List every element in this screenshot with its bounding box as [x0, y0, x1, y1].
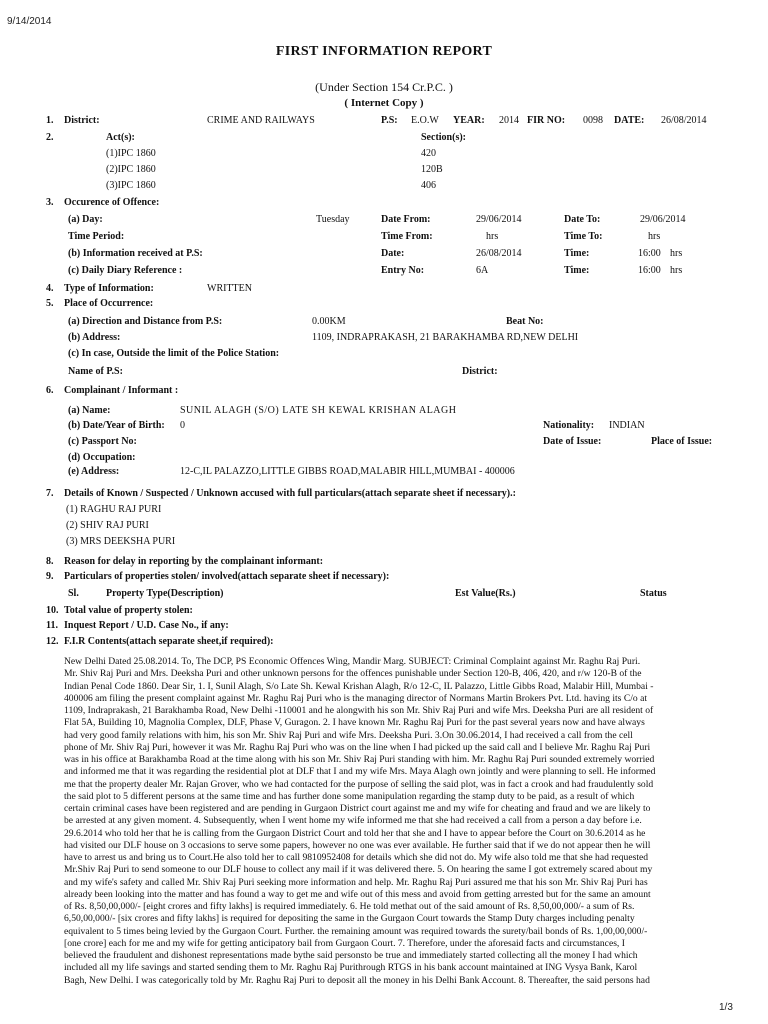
issue-date-label: Date of Issue: [543, 436, 602, 447]
act-item: (2)IPC 1860 [106, 164, 156, 175]
delay-reason-label: Reason for delay in reporting by the complainant informant: [64, 556, 324, 567]
fir-content-line: and my wife's safety and called Mr. Shiv Raj Puri seeking more information and help. Mr. Raghu Raj Puri assured me that his son Mr. Shiv Raj Puri has [64, 876, 648, 888]
properties-label: Particulars of properties stolen/ involved(attach separate sheet if necessary): [64, 571, 390, 582]
inquest-label: Inquest Report / U.D. Case No., if any: [64, 620, 229, 631]
info-date-value: 26/08/2014 [476, 248, 522, 259]
fir-label: FIR NO: [527, 115, 566, 126]
time-from-value: hrs [486, 231, 499, 242]
section-item: 120B [421, 164, 443, 175]
passport-label: (c) Passport No: [68, 436, 137, 447]
diary-time-unit: hrs [670, 265, 683, 276]
section-8-num: 8. [46, 556, 54, 567]
fir-content-line: Mr.Shiv Raj Puri to send someone to our DLF house to collect any mail if it was delivered there. 5. On hearing the same I got extremely scared about my [64, 864, 653, 876]
district-value: CRIME AND RAILWAYS [207, 115, 315, 126]
fir-content-line: 29.6.2014 who told her that he is calling from the Gurgaon District Court and told her that she and I have to appear before the Court on 30.6.2014 as he [64, 827, 646, 839]
fir-content-line: Mr. Shiv Raj Puri and Mrs. Deeksha Puri and other unknown persons for the offences punishable under Section 120-B, 406, 420, and r/w 120-B of the [64, 668, 642, 680]
report-title: FIRST INFORMATION REPORT [275, 44, 493, 59]
fir-content-line: Flat 5A, Building 10, Magnolia Complex, DLF, Phase V, Guragon. 2. I have known Mr. Raghu Raj Puri for the past several years now and have always [64, 717, 645, 729]
nationality-value: INDIAN [609, 420, 645, 431]
date-from-label: Date From: [381, 214, 431, 225]
section-2-num: 2. [46, 132, 54, 143]
info-date-label: Date: [381, 248, 405, 259]
accused-item: (1) RAGHU RAJ PURI [66, 504, 162, 515]
section-item: 420 [421, 148, 436, 159]
info-time-label: Time: [564, 248, 590, 259]
diary-time-label: Time: [564, 265, 590, 276]
occupation-label: (d) Occupation: [68, 452, 136, 463]
address-value: 1109, INDRAPRAKASH, 21 BARAKHAMBA RD,NEW DELHI [312, 332, 579, 343]
fir-contents-label: F.I.R Contents(attach separate sheet,if required): [64, 636, 274, 647]
time-from-label: Time From: [381, 231, 433, 242]
outside-district-label: District: [462, 366, 498, 377]
section-11-num: 11. [46, 620, 58, 631]
section-5-num: 5. [46, 298, 54, 309]
fir-content-line: the said plot to 5 different persons at the same time and has further done some manipulation regarding the stamp duty to be paid, as a result of which [64, 790, 635, 802]
fir-content-line: 1109, Indraprakash, 21 Barakhamba Road, New Delhi -110001 and he alongwith his son Mr. Shiv Raj Puri and wife Mrs. Deeksha Puri are all resident of [64, 705, 654, 716]
day-value: Tuesday [316, 214, 350, 225]
fir-content-line: have to arrest us and bring us to Court.He also told her to call 9810952408 for details which she did not do. My wife also told me that she had requested [64, 852, 649, 863]
time-to-value: hrs [648, 231, 661, 242]
section-1-num: 1. [46, 115, 54, 126]
section-9-num: 9. [46, 571, 54, 582]
nationality-label: Nationality: [543, 420, 595, 431]
fir-value: 0098 [583, 115, 603, 126]
day-label: (a) Day: [68, 214, 103, 225]
address-label: (b) Address: [68, 332, 121, 343]
fir-content-line: Bagh, New Delhi. I was categorically told by Mr. Raghu Raj Puri to deposit all the money in his Delhi Bank Account. 8. Thereafter, the said persons had [64, 974, 650, 986]
col-value-header: Est Value(Rs.) [455, 588, 516, 599]
info-received-label: (b) Information received at P.S: [68, 248, 203, 259]
fir-content-line: had visited our DLF house on 3 occasions to serve some papers, however no one was ever available. He further said that if we do not appear then he will [64, 839, 651, 851]
district-label: District: [64, 115, 100, 126]
fir-content-line: of Rs. 8,50,00,000/- [eight crores and fifty lakhs] is required immediately. 6. He told methat out of the said amount of Rs. 8,50,00,000/- a sum of Rs. [64, 901, 635, 912]
col-type-header: Property Type(Description) [106, 588, 224, 599]
beat-no-label: Beat No: [506, 316, 544, 327]
fir-content-line: New Delhi Dated 25.08.2014. To, The DCP, PS Economic Offences Wing, Mandir Marg. SUBJECT: Criminal Complaint against Mr. Raghu Raj Puri. [64, 656, 641, 667]
complainant-name-value: SUNIL ALAGH (S/O) LATE SH KEWAL KRISHAN ALAGH [180, 405, 457, 416]
page-number: 1/3 [719, 1002, 733, 1013]
info-time-unit: hrs [670, 248, 683, 259]
fir-content-line: was in his office at Barakhamba Road at the time along with his son Mr. Shiv Raj Puri standing with him. Mr. Raghu Raj Puri sounded extremely worried [64, 754, 655, 765]
internet-copy-label: ( Internet Copy ) [344, 97, 424, 109]
accused-item: (3) MRS DEEKSHA PURI [66, 536, 176, 547]
total-value-label: Total value of property stolen: [64, 605, 193, 616]
ps-value: E.O.W [411, 115, 439, 126]
issue-place-label: Place of Issue: [651, 436, 713, 447]
fir-content-line: 6,50,00,000/- [six crores and fifty lakhs] is required for depositing the same in the Gurgaon Court towards the Stamp Duty charges including penalty [64, 913, 635, 925]
occurrence-label: Occurence of Offence: [64, 197, 160, 208]
section-10-num: 10. [46, 605, 59, 616]
acts-label: Act(s): [106, 132, 135, 143]
act-item: (3)IPC 1860 [106, 180, 156, 191]
complainant-label: Complainant / Informant : [64, 385, 179, 396]
complainant-name-label: (a) Name: [68, 405, 111, 416]
date-value: 26/08/2014 [661, 115, 707, 126]
direction-label: (a) Direction and Distance from P.S: [68, 316, 223, 327]
fir-content-line: phone of Mr. Shiv Raj Puri, however it was Mr. Raghu Raj Puri who was on the line when I had picked up the said call and I believe Mr. Raghu Raj Puri [64, 741, 651, 753]
fir-content-line: 400006 am filing the present complaint against Mr. Raghu Raj Puri who is the managing director of Normans Martin Brokers Pvt. Ltd. having its C/o at [64, 692, 647, 704]
direction-value: 0.00KM [312, 316, 346, 327]
sections-label: Section(s): [421, 132, 466, 143]
info-time-value: 16:00 [638, 248, 661, 259]
fir-content-line: had very good family relations with him, his son Mr. Shiv Raj Puri and wife Mrs. Deeksha Puri. 3.On 30.06.2014, I had received a call from the cell [64, 729, 633, 741]
outside-limit-label: (c) In case, Outside the limit of the Police Station: [68, 348, 280, 359]
complainant-address-label: (e) Address: [68, 466, 120, 477]
section-3-num: 3. [46, 197, 54, 208]
report-subtitle: (Under Section 154 Cr.P.C. ) [315, 80, 453, 94]
fir-content-line: Indian Penal Code 1860. Dear Sir, 1. I, Sunil Alagh, S/o Late Sh. Kewal Krishan Alagh, R/o 12-C, IL Palazzo, Little Gibbs Road, Malabir Hill, Mumbai - [64, 680, 654, 692]
section-6-num: 6. [46, 385, 54, 396]
entry-no-label: Entry No: [381, 265, 425, 276]
accused-item: (2) SHIV RAJ PURI [66, 520, 149, 531]
year-label: YEAR: [453, 115, 485, 126]
date-label: DATE: [614, 115, 645, 126]
place-label: Place of Occurrence: [64, 298, 154, 309]
fir-content-line: already been looking into the matter and has found a way to get me and wife out of this mess and avoid from getting arrested but for the same an amount [64, 888, 651, 900]
section-7-num: 7. [46, 488, 54, 499]
entry-no-value: 6A [476, 265, 489, 276]
fir-content-line: believed the fraudulent and dishonest representations made bythe said personsto be true and immediately started collecting all the money I had which [64, 950, 638, 961]
act-item: (1)IPC 1860 [106, 148, 156, 159]
section-item: 406 [421, 180, 436, 191]
fir-content-line: and informed me that it was regarding the residential plot at DLF that I and my wife Mrs. Maya Alagh own jointly and were planning to sell. He informed [64, 766, 656, 778]
fir-content-line: equivalent to 5 times being levied by the Gurgaon Court. Further. the remaining amount was required towards the surety/bail bonds of Rs. 1,00,00,000/- [64, 925, 648, 937]
diary-time-value: 16:00 [638, 265, 661, 276]
accused-label: Details of Known / Suspected / Unknown accused with full particulars(attach separate sheet if necessary).: [64, 488, 516, 499]
diary-ref-label: (c) Daily Diary Reference : [68, 265, 183, 276]
dob-label: (b) Date/Year of Birth: [68, 420, 165, 431]
info-type-label: Type of Information: [64, 283, 154, 294]
ps-label: P.S: [381, 115, 398, 126]
date-to-value: 29/06/2014 [640, 214, 686, 225]
fir-content-line: me that the property dealer Mr. Rajan Grover, who we had contacted for the purpose of selling the said plot, was in fact a crook and had fraudulently sold [64, 778, 654, 790]
complainant-address-value: 12-C,IL PALAZZO,LITTLE GIBBS ROAD,MALABIR HILL,MUMBAI - 400006 [180, 466, 515, 477]
dob-value: 0 [180, 420, 185, 431]
name-ps-label: Name of P.S: [68, 366, 123, 377]
fir-contents-text [64, 656, 736, 987]
fir-content-line: [one crore] each for me and my wife for getting anticipatory bail from Gurgaon Court. 7. Therefore, under the aforesaid facts and circumstances, I [64, 937, 625, 949]
time-to-label: Time To: [564, 231, 603, 242]
print-date: 9/14/2014 [7, 16, 52, 27]
time-period-label: Time Period: [68, 231, 125, 242]
section-12-num: 12. [46, 636, 59, 647]
fir-content-line: included all my life savings and started sending them to Mr. Raghu Raj Purithrough RTGS in his bank account maintained at ING Vysya Bank, Karol [64, 962, 638, 974]
year-value: 2014 [499, 115, 519, 126]
col-sl-header: Sl. [68, 588, 79, 599]
fir-content-line: certain criminal cases have been registered and are pending in Gurgaon District court against me and my wife for cheating and fraud and we are likely to [64, 803, 651, 814]
date-to-label: Date To: [564, 214, 601, 225]
col-status-header: Status [640, 588, 667, 599]
section-4-num: 4. [46, 283, 54, 294]
fir-content-line: be arrested at any given moment. 4. Subsequently, when I went home my wife informed me that she had received a call from a person a day before i.e. [64, 815, 642, 827]
date-from-value: 29/06/2014 [476, 214, 522, 225]
info-type-value: WRITTEN [207, 283, 252, 294]
